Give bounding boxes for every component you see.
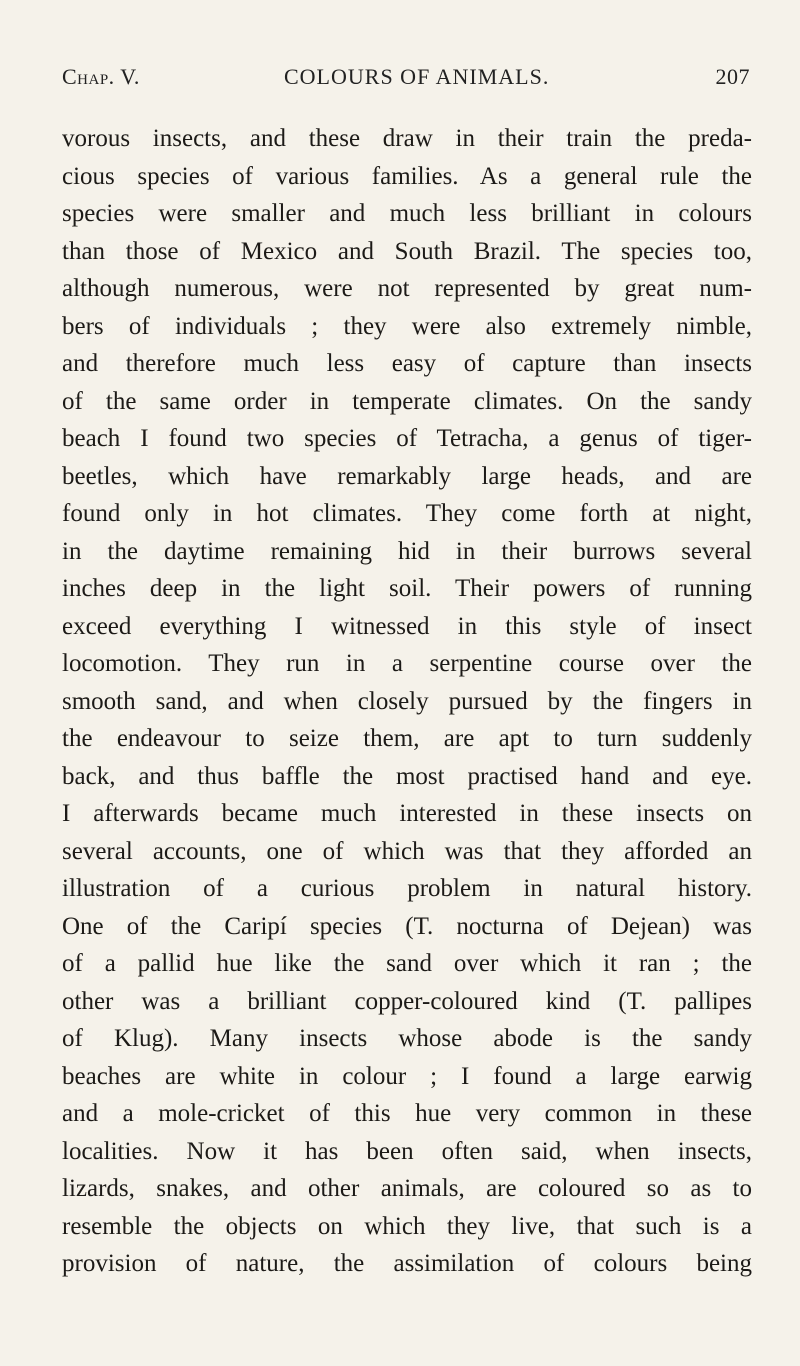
text-line: inches deep in the light soil. Their powers of running xyxy=(62,575,752,602)
text-line: localities. Now it has been often said, when insects, xyxy=(62,1137,752,1165)
text-line: of Klug). Many insects whose abode is the sandy xyxy=(62,1025,752,1052)
text-line: species were smaller and much less brilliant in colours xyxy=(62,200,752,227)
text-line: beetles, which have remarkably large heads, and are xyxy=(62,462,752,490)
text-line: cious species of various families. As a general rule the xyxy=(62,162,752,190)
text-line: bers of individuals ; they were also extremely nimble, xyxy=(62,312,752,340)
page-number: 207 xyxy=(715,64,750,89)
running-head xyxy=(62,64,750,104)
text-line: and a mole-cricket of this hue very common in these xyxy=(62,1100,752,1127)
body-text xyxy=(62,120,752,1283)
text-line: of a pallid hue like the sand over which it ran ; the xyxy=(62,950,752,977)
text-line: beaches are white in colour ; I found a large earwig xyxy=(62,1062,752,1090)
text-line: found only in hot climates. They come forth at night, xyxy=(62,500,752,527)
text-line: smooth sand, and when closely pursued by the fingers in xyxy=(62,687,752,715)
text-line: and therefore much less easy of capture than insects xyxy=(62,350,752,377)
text-line: other was a brilliant copper-coloured kind (T. pallipes xyxy=(62,987,752,1015)
text-line: lizards, snakes, and other animals, are coloured so as to xyxy=(62,1175,752,1202)
text-line: vorous insects, and these draw in their train the preda- xyxy=(62,125,752,152)
text-line: in the daytime remaining hid in their burrows several xyxy=(62,537,752,565)
text-line: One of the Caripí species (T. nocturna of Dejean) was xyxy=(62,912,752,940)
text-line: back, and thus baffle the most practised hand and eye. xyxy=(62,762,752,790)
text-line: resemble the objects on which they live, that such is a xyxy=(62,1212,752,1240)
text-line: of the same order in temperate climates. On the sandy xyxy=(62,387,752,415)
text-line: locomotion. They run in a serpentine course over the xyxy=(62,650,752,677)
chapter-label: Chap. V. xyxy=(62,64,140,89)
text-line: provision of nature, the assimilation of colours being xyxy=(62,1250,752,1277)
text-line: illustration of a curious problem in natural history. xyxy=(62,875,752,902)
text-line: than those of Mexico and South Brazil. The species too, xyxy=(62,237,752,265)
text-line: although numerous, were not represented by great num- xyxy=(62,275,752,302)
chapter-title: COLOURS OF ANIMALS. xyxy=(284,64,550,89)
text-line: beach I found two species of Tetracha, a genus of tiger- xyxy=(62,425,752,452)
text-line: I afterwards became much interested in these insects on xyxy=(62,800,752,827)
text-line: several accounts, one of which was that they afforded an xyxy=(62,837,752,865)
text-line: exceed everything I witnessed in this style of insect xyxy=(62,612,752,640)
text-line: the endeavour to seize them, are apt to turn suddenly xyxy=(62,725,752,752)
